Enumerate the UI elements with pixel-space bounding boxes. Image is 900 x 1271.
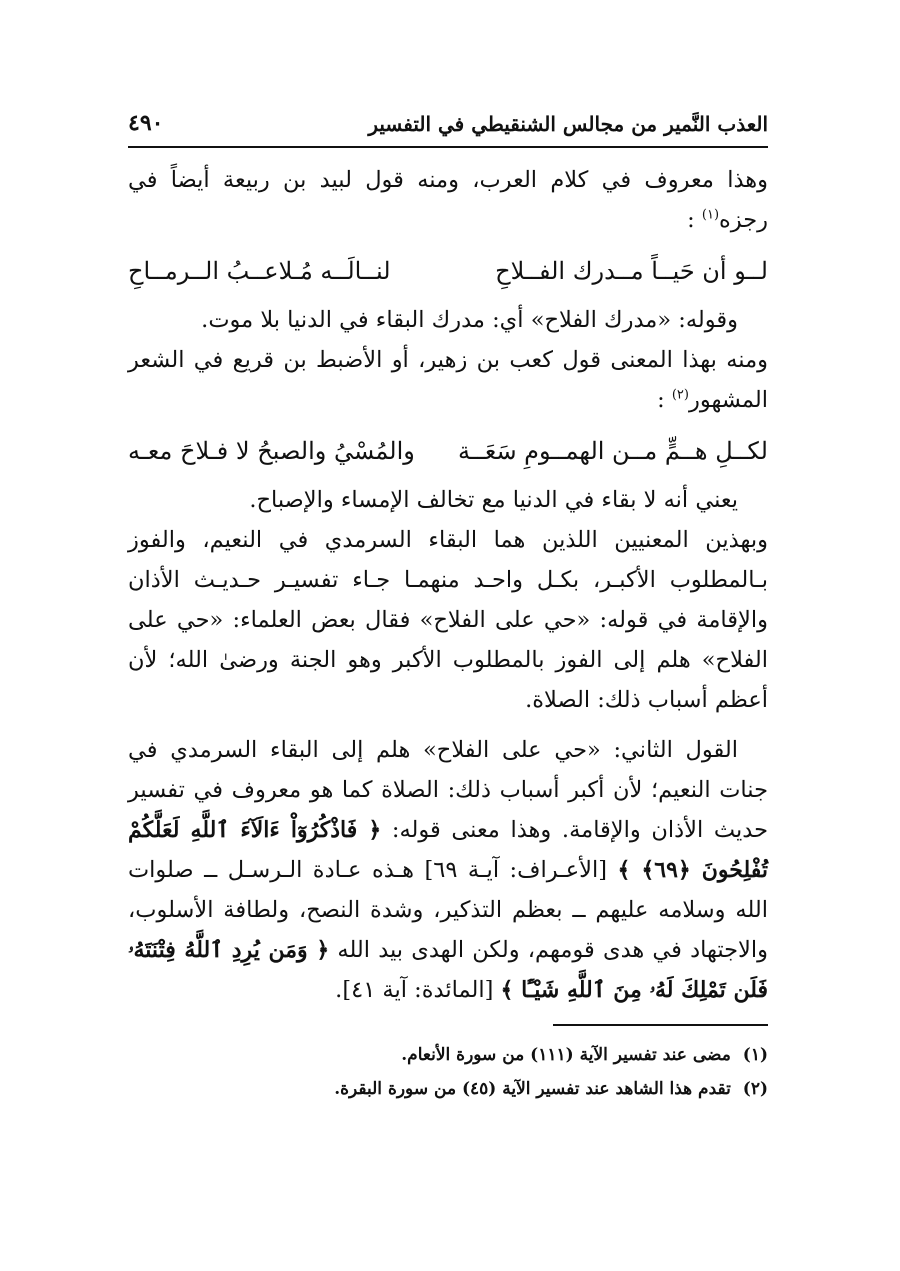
- footnote-1-number: (١): [742, 1045, 768, 1065]
- second-opinion-text-a: القول الثاني: «حي على الفلاح» هلم إلى البقاء السرمدي في جنات النعيم؛ لأن أكبر أسباب ذلك: الصلاة كما هو معروف في تفسير حديث الأذان والإقامة. وهذا معنى قوله:: [128, 737, 768, 843]
- verse-1-first-hemistich: لــو أن حَيــاً مــدرك الفــلاحِ: [495, 257, 768, 285]
- paragraph-second-poem-text: ومنه بهذا المعنى قول كعب بن زهير، أو الأضبط بن قريع في الشعر المشهور: [128, 347, 768, 413]
- paragraph-intro: [128, 160, 768, 240]
- footnote-2-text: تقدم هذا الشاهد عند تفسير الآية (٤٥) من سورة البقرة.: [334, 1079, 731, 1099]
- paragraph-explanation: يعني أنه لا بقاء في الدنيا مع تخالف الإمساء والإصباح.: [249, 487, 738, 513]
- running-title: العذب النَّمير من مجالس الشنقيطي في التفسير: [368, 112, 768, 136]
- footnote-ref-2: (٢): [671, 387, 689, 403]
- paragraph-meaning: وقوله: «مدرك الفلاح» أي: مدرك البقاء في الدنيا بلا موت.: [201, 307, 738, 333]
- paragraph-second-poem-colon: :: [657, 387, 665, 413]
- verse-1-second-hemistich: لنــالَــه مُـلاعــبُ الــرمــاحِ: [128, 257, 391, 285]
- footnote-1-text: مضى عند تفسير الآية (١١١) من سورة الأنعام.: [401, 1045, 731, 1065]
- book-page: [128, 92, 768, 1192]
- quran-verse-maidah: ﴿ وَمَن يُرِدِ ٱللَّهُ فِتْنَتَهُۥ فَلَن تَمْلِكَ لَهُۥ مِنَ ٱللَّهِ شَيْـًٔا ﴾: [128, 937, 768, 1003]
- paragraph-two-meanings: وبهذين المعنيين اللذين هما البقاء السرمدي في النعيم، والفوز بـالمطلوب الأكبـر، بكـل واحـد منهمـا جـاء تفسيـر حـديـث الأذان والإقامة في قوله: «حي على الفلاح» فقال بعض العلماء: «حي على الفلاح» هلم إلى الفوز بالمطلوب الأكبر وهو الجنة ورضىٰ الله؛ لأن أعظم أسباب ذلك: الصلاة.: [128, 527, 768, 713]
- poem-verse-1: [128, 248, 768, 294]
- second-opinion-text-b: [الأعـراف: آيـة ٦٩] هـذه عـادة الـرسـل ــ صلوات الله وسلامه عليهم ــ بعظم التذكير، وشدة النصح، ولطافة الأسلوب، والاجتهاد في هدى قومهم، ولكن الهدى بيد الله: [128, 857, 768, 963]
- paragraph-intro-colon: :: [687, 207, 695, 233]
- footnote-1: [128, 1038, 768, 1072]
- paragraph-gap: [128, 720, 768, 730]
- footnotes: [128, 1038, 768, 1106]
- verse-2-second-hemistich: والمُسْيُ والصبحُ لا فـلاحَ معـه: [128, 437, 415, 465]
- page-body: [128, 160, 768, 1010]
- verse-2-first-hemistich: لكــلِ هــمٍّ مــن الهمــومِ سَعَــة: [457, 437, 768, 465]
- footnote-2: [128, 1072, 768, 1106]
- paragraph-second-opinion: [128, 730, 768, 1010]
- footnote-ref-1: (١): [701, 207, 720, 223]
- page-header: [128, 92, 768, 148]
- footnote-separator: [553, 1024, 768, 1026]
- footnote-2-number: (٢): [742, 1079, 768, 1099]
- page-number: ٤٩٠: [128, 110, 164, 136]
- second-opinion-text-c: [المائدة: آية ٤١].: [335, 977, 494, 1003]
- paragraph-second-poem: [128, 340, 768, 420]
- paragraph-intro-text: وهذا معروف في كلام العرب، ومنه قول لبيد بن ربيعة أيضاً في رجزه: [128, 167, 768, 233]
- poem-verse-2: [128, 428, 768, 474]
- quran-verse-araf: ﴿ فَاذْكُرُوٓاْ ءَالَآءَ ٱللَّهِ لَعَلَّكُمْ تُفْلِحُونَ ﴿٦٩﴾ ﴾: [128, 817, 769, 883]
